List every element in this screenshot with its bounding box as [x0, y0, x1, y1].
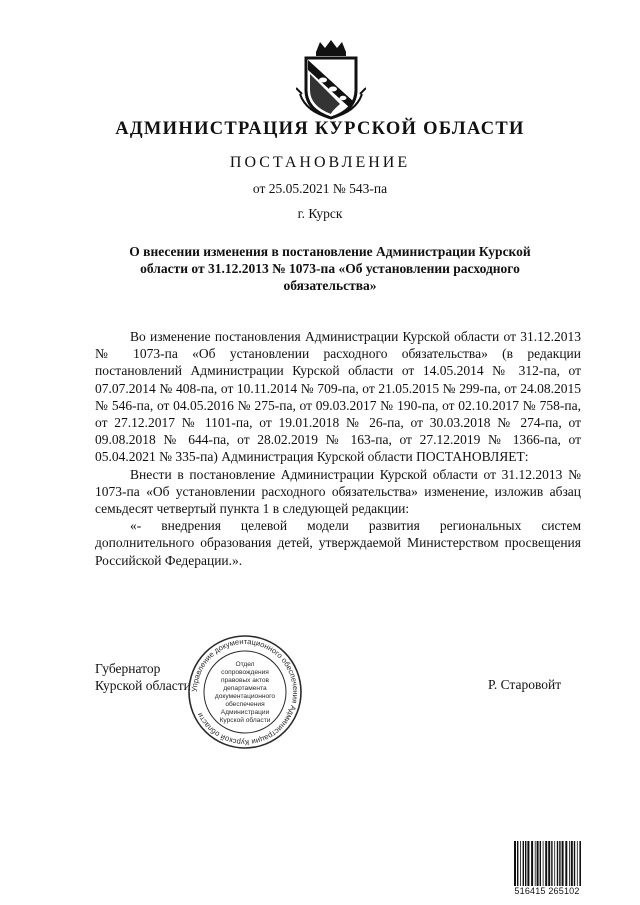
official-seal	[186, 633, 304, 751]
barcode-bar	[525, 841, 526, 887]
seal-center-line: обеспечения	[225, 701, 265, 708]
barcode-bar	[562, 841, 564, 887]
barcode-bar	[577, 841, 578, 887]
barcode-bar	[554, 841, 555, 887]
document-type: ПОСТАНОВЛЕНИЕ	[229, 154, 411, 171]
signatory-position-line2: Курской области	[95, 678, 191, 693]
body-paragraph: «- внедрения целевой модели развития региональных систем дополнительного образования детей, утверждаемой Министерством просвещения Российской Федерации.».	[95, 518, 581, 568]
organization-title: АДМИНИСТРАЦИЯ КУРСКОЙ ОБЛАСТИ	[115, 119, 525, 139]
signatory-position	[95, 660, 191, 694]
barcode-bar	[543, 841, 544, 887]
seal-center-line: правовых актов	[220, 677, 270, 684]
barcode-bar	[574, 841, 575, 887]
barcode-number: 516415 265102	[514, 886, 580, 896]
barcode-bar	[571, 841, 573, 887]
barcode-bar	[557, 841, 558, 887]
seal-center-line: департамента	[223, 685, 267, 692]
body-paragraph: Внести в постановление Администрации Курской области от 31.12.2013 № 1073-па «Об установлении расходного обязательства» изменение, изложив абзац семьдесят четвертый пункта 1 в следующей редакции:	[95, 466, 581, 517]
document-body	[95, 328, 581, 569]
signatory-position-line1: Губернатор	[95, 661, 161, 676]
barcode-bar	[545, 841, 547, 887]
barcode-bar	[535, 841, 536, 887]
barcode-bar	[517, 841, 518, 887]
seal-center-line: Администрации	[220, 709, 270, 716]
body-paragraph: Во изменение постановления Администрации Курской области от 31.12.2013 № 1073-па «Об установлении расходного обязательства» (в редакции постановлений Администрации Курской области от 14.05.2014 № 312-па, от 07.07.2014 № 408-па, от 10.11.2014 № 709-па, от 21.05.2015 № 299-па, от 24.08.2015 № 546-па, от 04.05.2016 № 275-па, от 09.03.2017 № 190-па, от 02.10.2017 № 758-па, от 27.12.2017 № 1101-па, от 19.01.2018 № 26-па, от 30.03.2018 № 274-па, от 09.08.2018 № 644-па, от 28.02.2019 № 163-па, от 27.12.2019 № 1366-па, от 05.04.2021 № 335-па) Администрация Курской области ПОСТАНОВЛЯЕТ:	[95, 329, 581, 465]
barcode-bar	[559, 841, 560, 887]
seal-center-line: документационного	[214, 693, 276, 700]
seal-ring-text: Управление документационного обеспечения Администрации Курской области	[189, 636, 301, 748]
barcode-bar	[551, 841, 552, 887]
seal-center-line: Отдел	[235, 661, 255, 668]
barcode-bar	[514, 841, 516, 887]
barcode-bar	[565, 841, 567, 887]
barcode-bar	[569, 841, 570, 887]
document-number: от 25.05.2021 № 543-па	[252, 181, 388, 196]
city-name: г. Курск	[297, 206, 343, 221]
signatory-name: Р. Старовойт	[488, 677, 562, 692]
barcode-bar	[531, 841, 533, 887]
seal-center-line: сопровождения	[221, 669, 269, 676]
barcode-bar	[537, 841, 539, 887]
seal-center-line: Курской области	[219, 717, 271, 724]
barcode-bar	[523, 841, 524, 887]
barcode-bar	[527, 841, 529, 887]
document-subject: О внесении изменения в постановление Администрации Курской области от 31.12.2013 № 1073-па «Об установлении расходного обязательства»	[129, 244, 531, 293]
barcode-bar	[540, 841, 541, 887]
barcode-bar	[520, 841, 521, 887]
coat-of-arms-emblem	[296, 38, 366, 120]
barcode-bar	[579, 841, 581, 887]
barcode-bar	[548, 841, 550, 887]
